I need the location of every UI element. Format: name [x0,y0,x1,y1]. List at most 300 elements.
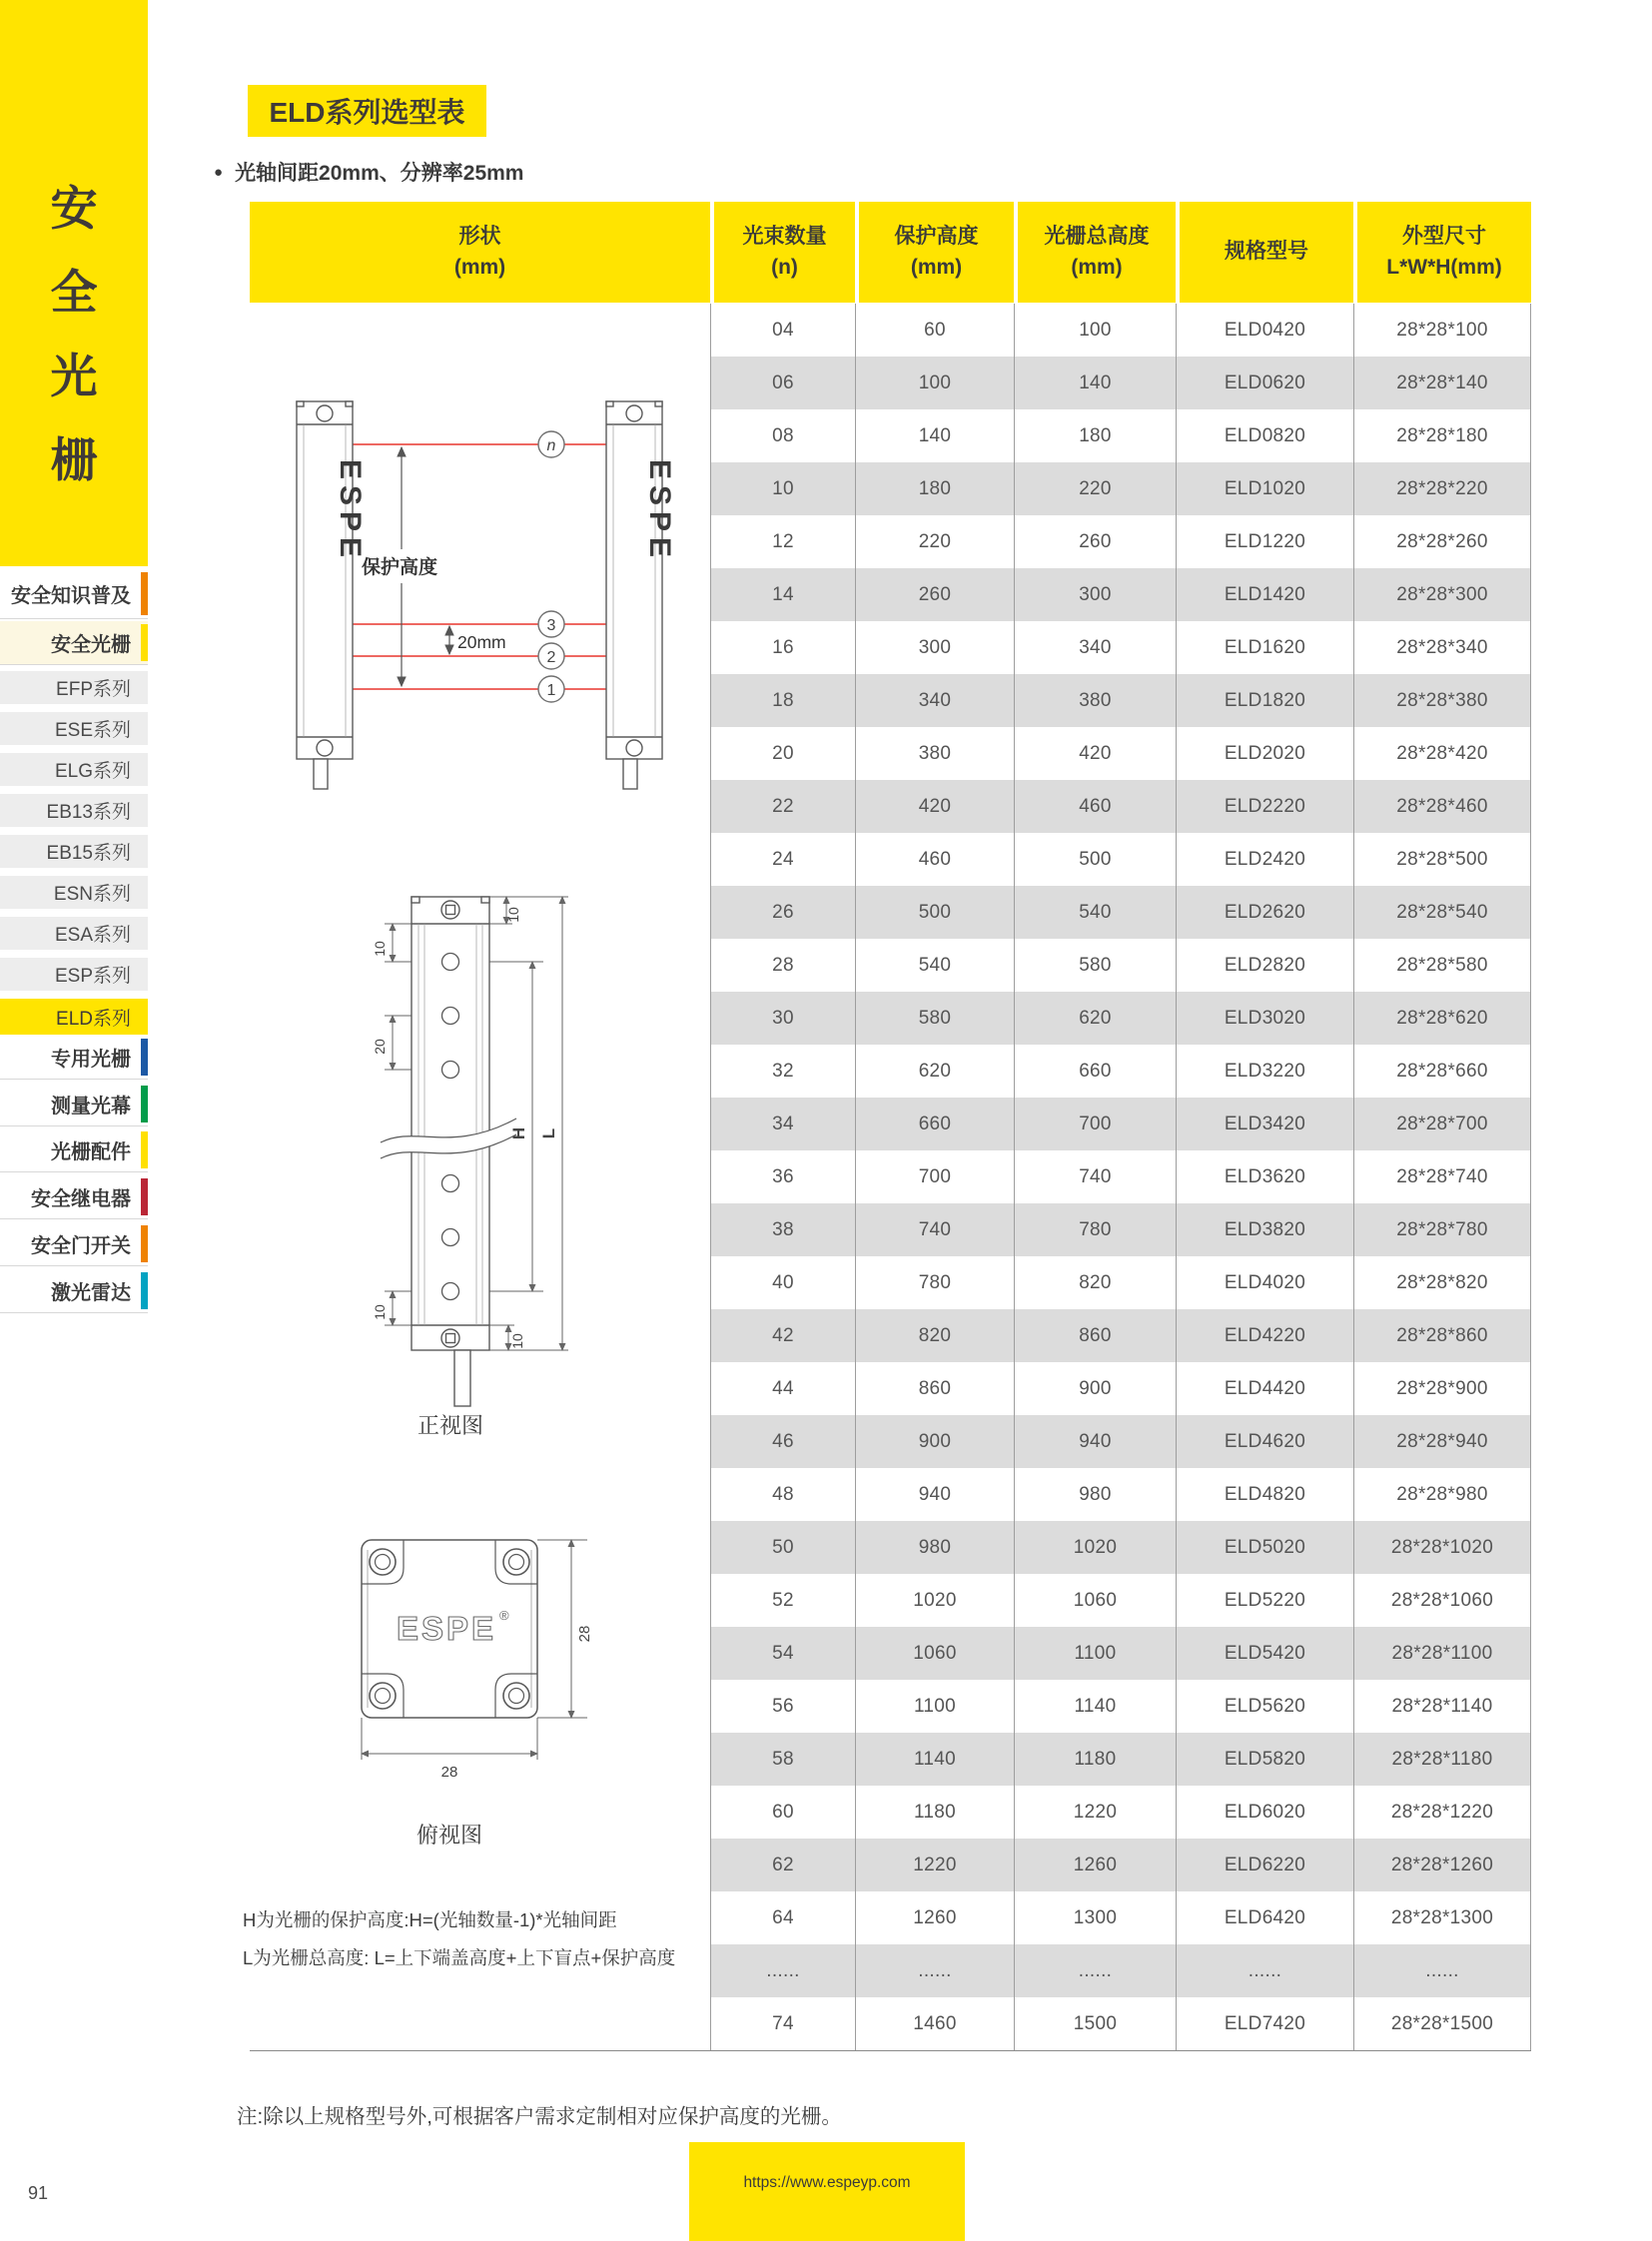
sidebar-item-label: 光栅配件 [51,1141,131,1163]
table-row [710,833,1531,886]
header-line: 光栅总高度 [1044,225,1150,249]
table-cell: ELD1020 [1176,462,1353,515]
table-row [710,621,1531,674]
table-row [710,1468,1531,1521]
table-cell: ELD6020 [1176,1786,1353,1839]
page-title-text: ELD系列选型表 [269,97,465,128]
sidebar-title-char: 安 [50,182,98,235]
table-cell: 1100 [1014,1627,1176,1680]
table-cell: 780 [855,1256,1014,1309]
spec-bullet-text: 光轴间距20mm、分辨率25mm [235,162,524,185]
sidebar-item-安全知识普及[interactable] [0,569,148,619]
custom-note: 注:除以上规格型号外,可根据客户需求定制相对应保护高度的光栅。 [237,2105,842,2128]
table-row [710,357,1531,409]
sidebar-title-char: 栅 [50,433,98,486]
accent-bar [141,1225,148,1262]
table-cell: 58 [710,1733,855,1786]
table-cell: 180 [1014,409,1176,462]
table-cell: 180 [855,462,1014,515]
table-cell: ...... [1353,1944,1531,1997]
table-row [710,1045,1531,1098]
table-cell: 860 [1014,1309,1176,1362]
dim-L: L [539,1127,558,1139]
table-cell: ELD4620 [1176,1415,1353,1468]
table-cell: ELD5420 [1176,1627,1353,1680]
sidebar-item-label: ESE系列 [54,720,131,741]
table-row [710,674,1531,727]
table-cell: ELD7420 [1176,1997,1353,2050]
table-cell: 1220 [1014,1786,1176,1839]
table-row [710,1521,1531,1574]
table-cell: 28*28*1260 [1353,1839,1531,1891]
table-cell: 140 [1014,357,1176,409]
table-cell: 52 [710,1574,855,1627]
sidebar-item-ESA系列[interactable] [0,917,148,950]
table-cell: 18 [710,674,855,727]
page-title [248,85,486,137]
table-cell: 48 [710,1468,855,1521]
footer-url-box [689,2142,965,2241]
table-cell: ELD4020 [1176,1256,1353,1309]
sidebar-item-label: ESA系列 [54,925,131,946]
table-cell: 28*28*460 [1353,780,1531,833]
sidebar-item-ESP系列[interactable] [0,958,148,991]
table-cell: ELD5620 [1176,1680,1353,1733]
table-cell: 1020 [855,1574,1014,1627]
table-row [710,1839,1531,1891]
table-cell: ELD2420 [1176,833,1353,886]
table-row [710,409,1531,462]
table-cell: 1140 [855,1733,1014,1786]
table-cell: 28*28*620 [1353,992,1531,1045]
table-cell: 28*28*1180 [1353,1733,1531,1786]
table-cell: 220 [855,515,1014,568]
table-cell: 1260 [1014,1839,1176,1891]
beam-label-2: 2 [546,649,556,666]
table-cell: 28*28*220 [1353,462,1531,515]
table-cell: 980 [1014,1468,1176,1521]
protection-height-label: 保护高度 [362,557,438,578]
header-line: (mm) [910,255,963,279]
table-cell: 380 [1014,674,1176,727]
table-cell: 24 [710,833,855,886]
table-cell: 44 [710,1362,855,1415]
table-cell: 42 [710,1309,855,1362]
sidebar-item-label: 测量光幕 [51,1096,131,1118]
sidebar-item-专用光栅[interactable] [0,1036,148,1080]
beam-arrangement-diagram [250,389,709,799]
sidebar-item-label: 专用光栅 [51,1049,131,1071]
table-cell: 700 [855,1150,1014,1203]
table-cell: 220 [1014,462,1176,515]
table-cell: 580 [1014,939,1176,992]
table-cell: 1300 [1014,1891,1176,1944]
table-cell: 32 [710,1045,855,1098]
front-view-diagram [355,889,594,1458]
espe-logo-topview: ESPE [396,1610,497,1647]
table-cell: 28*28*660 [1353,1045,1531,1098]
dim-10-cap-bottom: 10 [509,1333,525,1349]
table-cell: 28*28*140 [1353,357,1531,409]
beam-label-1: 1 [546,682,556,699]
website-url[interactable]: https://www.espeyp.com [743,2174,911,2191]
registered-mark: ® [499,1608,509,1623]
table-row [710,1098,1531,1150]
table-cell: 1060 [1014,1574,1176,1627]
table-cell: ELD0820 [1176,409,1353,462]
table-cell: 16 [710,621,855,674]
table-cell: 300 [1014,568,1176,621]
table-cell: 28*28*1300 [1353,1891,1531,1944]
sidebar-item-label: EB13系列 [46,802,131,823]
table-cell: 62 [710,1839,855,1891]
table-cell: ELD3620 [1176,1150,1353,1203]
bullet-icon: ● [214,163,224,181]
formula-H: H为光栅的保护高度:H=(光轴数量-1)*光轴间距 [243,1909,617,1930]
table-cell: 100 [855,357,1014,409]
table-row [710,515,1531,568]
table-cell: ELD6220 [1176,1839,1353,1891]
table-cell: 420 [855,780,1014,833]
table-cell: 900 [1014,1362,1176,1415]
sidebar-item-label: ELD系列 [56,1008,131,1030]
sidebar-item-label: ELG系列 [54,761,131,782]
table-cell: 940 [855,1468,1014,1521]
accent-bar [141,624,148,661]
table-cell: 620 [855,1045,1014,1098]
table-cell: 28*28*820 [1353,1256,1531,1309]
table-cell: ELD3820 [1176,1203,1353,1256]
table-row [710,1733,1531,1786]
col-header-total-height [1018,202,1176,303]
sidebar-title-char: 全 [50,266,98,319]
table-cell: 28*28*860 [1353,1309,1531,1362]
pitch-20mm-label: 20mm [457,632,506,652]
table-cell: 300 [855,621,1014,674]
page-number: 91 [28,2183,49,2203]
col-header-dims [1357,202,1531,303]
table-cell: 260 [855,568,1014,621]
sidebar-item-label: EFP系列 [56,679,131,700]
table-row [710,1891,1531,1944]
table-cell: ELD5820 [1176,1733,1353,1786]
table-cell: 38 [710,1203,855,1256]
table-cell: ELD5220 [1176,1574,1353,1627]
table-cell: 740 [1014,1150,1176,1203]
table-row [710,1362,1531,1415]
table-cell: 500 [855,886,1014,939]
beam-label-3: 3 [546,617,556,634]
col-header-protect-height [859,202,1014,303]
header-line: 形状 [458,225,501,249]
table-cell: ELD3420 [1176,1098,1353,1150]
sidebar-vertical-title [0,172,148,490]
table-cell: 1100 [855,1680,1014,1733]
table-cell: ELD1420 [1176,568,1353,621]
table-row [710,1574,1531,1627]
table-cell: ELD5020 [1176,1521,1353,1574]
table-cell: 340 [855,674,1014,727]
sidebar-item-label: ESN系列 [53,884,131,905]
table-cell: 28*28*500 [1353,833,1531,886]
table-cell: ELD0620 [1176,357,1353,409]
table-cell: 260 [1014,515,1176,568]
table-cell: ELD2220 [1176,780,1353,833]
table-cell: 820 [1014,1256,1176,1309]
sidebar-item-ESE系列[interactable] [0,712,148,745]
table-row [710,1944,1531,1997]
table-cell: 340 [1014,621,1176,674]
dim-28-height: 28 [576,1625,593,1643]
table-cell: 10 [710,462,855,515]
table-cell: 28*28*380 [1353,674,1531,727]
header-line: (mm) [453,255,506,279]
table-cell: 860 [855,1362,1014,1415]
table-cell: 500 [1014,833,1176,886]
table-cell: 28*28*740 [1353,1150,1531,1203]
table-cell: ...... [855,1944,1014,1997]
table-cell: 780 [1014,1203,1176,1256]
table-cell: ELD3020 [1176,992,1353,1045]
table-cell: 1180 [855,1786,1014,1839]
table-cell: 460 [1014,780,1176,833]
table-cell: 1020 [1014,1521,1176,1574]
header-line: 光束数量 [742,225,827,249]
height-formulas [243,1901,722,1977]
sidebar-item-激光雷达[interactable] [0,1269,148,1313]
table-cell: 580 [855,992,1014,1045]
table-cell: 28*28*1140 [1353,1680,1531,1733]
table-cell: ELD1220 [1176,515,1353,568]
table-row [710,727,1531,780]
table-cell: ELD4820 [1176,1468,1353,1521]
table-cell: 660 [855,1098,1014,1150]
table-cell: 28*28*900 [1353,1362,1531,1415]
sidebar-title-char: 光 [50,350,98,402]
table-cell: 28 [710,939,855,992]
table-cell: 1140 [1014,1680,1176,1733]
table-row [710,1627,1531,1680]
table-row [710,886,1531,939]
sidebar-item-安全门开关[interactable] [0,1222,148,1266]
header-line: L*W*H(mm) [1386,255,1502,279]
table-cell: 700 [1014,1098,1176,1150]
accent-bar [141,1178,148,1215]
sidebar-item-ELG系列[interactable] [0,753,148,786]
table-cell: 28*28*700 [1353,1098,1531,1150]
sidebar-item-光栅配件[interactable] [0,1128,148,1172]
table-cell: ...... [1014,1944,1176,1997]
table-cell: 28*28*980 [1353,1468,1531,1521]
table-row [710,1150,1531,1203]
table-cell: 28*28*420 [1353,727,1531,780]
table-cell: 620 [1014,992,1176,1045]
table-row [710,992,1531,1045]
table-cell: 820 [855,1309,1014,1362]
table-cell: 1260 [855,1891,1014,1944]
accent-bar [141,1272,148,1309]
formula-L: L为光栅总高度: L=上下端盖高度+上下盲点+保护高度 [243,1947,676,1968]
table-cell: 1500 [1014,1997,1176,2050]
table-cell: 28*28*540 [1353,886,1531,939]
header-line: (mm) [1071,255,1123,279]
col-header-beams [714,202,855,303]
selection-table-body [710,304,1531,2050]
top-view-diagram [340,1528,604,1858]
table-cell: ELD1620 [1176,621,1353,674]
table-cell: 08 [710,409,855,462]
beam-label-n: n [546,437,556,454]
table-cell: 12 [710,515,855,568]
sidebar-item-EB15系列[interactable] [0,835,148,868]
table-cell: 34 [710,1098,855,1150]
table-cell: 28*28*780 [1353,1203,1531,1256]
table-row [710,568,1531,621]
dim-10-blind-bottom: 10 [372,1304,388,1320]
sidebar-item-ELD系列[interactable] [0,999,148,1035]
table-cell: 740 [855,1203,1014,1256]
sidebar-item-测量光幕[interactable] [0,1083,148,1126]
dim-28-width: 28 [440,1764,458,1781]
accent-bar [141,1086,148,1122]
sidebar-item-EB13系列[interactable] [0,794,148,827]
dim-20-pitch: 20 [372,1039,388,1055]
table-cell: ELD4220 [1176,1309,1353,1362]
table-cell: 28*28*1100 [1353,1627,1531,1680]
sidebar-item-label: ESP系列 [54,966,131,987]
table-cell: 940 [1014,1415,1176,1468]
table-cell: 28*28*580 [1353,939,1531,992]
table-cell: 380 [855,727,1014,780]
table-cell: 28*28*100 [1353,304,1531,357]
table-cell: 20 [710,727,855,780]
table-cell: 22 [710,780,855,833]
dim-10-cap-top: 10 [505,907,521,923]
table-cell: 420 [1014,727,1176,780]
table-row [710,1415,1531,1468]
table-cell: 56 [710,1680,855,1733]
sidebar-item-label: EB15系列 [46,843,131,864]
table-cell: 460 [855,833,1014,886]
header-line: (n) [771,255,798,279]
table-cell: 1180 [1014,1733,1176,1786]
table-cell: 26 [710,886,855,939]
table-cell: 14 [710,568,855,621]
dim-H: H [509,1126,528,1140]
sidebar-item-安全继电器[interactable] [0,1175,148,1219]
table-cell: 64 [710,1891,855,1944]
table-cell: ELD1820 [1176,674,1353,727]
table-cell: ELD6420 [1176,1891,1353,1944]
table-cell: 28*28*1220 [1353,1786,1531,1839]
accent-bar [141,1131,148,1168]
sidebar-item-label: 安全门开关 [31,1235,131,1257]
table-cell: ELD2620 [1176,886,1353,939]
sidebar-item-label: 安全知识普及 [11,585,131,607]
table-cell: ELD4420 [1176,1362,1353,1415]
table-row [710,1997,1531,2050]
table-cell: ...... [1176,1944,1353,1997]
table-row [710,304,1531,357]
table-cell: 980 [855,1521,1014,1574]
espe-logo-right: ESPE [643,459,676,564]
table-cell: ...... [710,1944,855,1997]
header-line: 外型尺寸 [1402,225,1486,249]
table-row [710,1203,1531,1256]
table-cell: 06 [710,357,855,409]
dim-10-blind-top: 10 [372,941,388,957]
sidebar-item-ESN系列[interactable] [0,876,148,909]
table-cell: 30 [710,992,855,1045]
table-cell: 28*28*940 [1353,1415,1531,1468]
col-header-shape [250,202,710,303]
table-row [710,1786,1531,1839]
table-cell: 54 [710,1627,855,1680]
table-cell: 28*28*1020 [1353,1521,1531,1574]
table-cell: 28*28*1060 [1353,1574,1531,1627]
table-row [710,1309,1531,1362]
table-cell: ELD0420 [1176,304,1353,357]
table-row [710,939,1531,992]
header-line: 规格型号 [1225,240,1308,264]
table-cell: 04 [710,304,855,357]
col-header-model [1180,202,1353,303]
sidebar-item-安全光栅[interactable] [0,621,148,665]
table-cell: 28*28*180 [1353,409,1531,462]
table-cell: 36 [710,1150,855,1203]
sidebar-item-EFP系列[interactable] [0,671,148,704]
table-cell: 60 [855,304,1014,357]
header-line: 保护高度 [894,225,979,249]
table-cell: 60 [710,1786,855,1839]
table-cell: 540 [1014,886,1176,939]
table-cell: 46 [710,1415,855,1468]
table-cell: 140 [855,409,1014,462]
table-cell: 660 [1014,1045,1176,1098]
sidebar-item-label: 安全继电器 [31,1188,131,1210]
front-view-caption: 正视图 [416,1413,484,1438]
table-cell: 28*28*340 [1353,621,1531,674]
table-row [710,1256,1531,1309]
table-row [710,462,1531,515]
table-cell: 1060 [855,1627,1014,1680]
accent-bar [141,1039,148,1076]
table-row [710,780,1531,833]
table-cell: 74 [710,1997,855,2050]
table-cell: 100 [1014,304,1176,357]
accent-bar [141,572,148,615]
table-cell: 50 [710,1521,855,1574]
spec-bullet [214,157,523,187]
table-cell: 40 [710,1256,855,1309]
table-row [710,1680,1531,1733]
table-cell: 28*28*1500 [1353,1997,1531,2050]
table-cell: 900 [855,1415,1014,1468]
table-cell: 28*28*260 [1353,515,1531,568]
table-cell: ELD3220 [1176,1045,1353,1098]
table-cell: 1460 [855,1997,1014,2050]
table-cell: ELD2820 [1176,939,1353,992]
sidebar-item-label: 激光雷达 [51,1282,131,1304]
top-view-caption: 俯视图 [415,1823,483,1848]
table-cell: 1220 [855,1839,1014,1891]
sidebar-item-label: 安全光栅 [51,634,131,656]
table-bottom-border [250,2050,1531,2051]
table-cell: 540 [855,939,1014,992]
espe-logo-left: ESPE [334,459,367,564]
table-cell: 28*28*300 [1353,568,1531,621]
table-cell: ELD2020 [1176,727,1353,780]
